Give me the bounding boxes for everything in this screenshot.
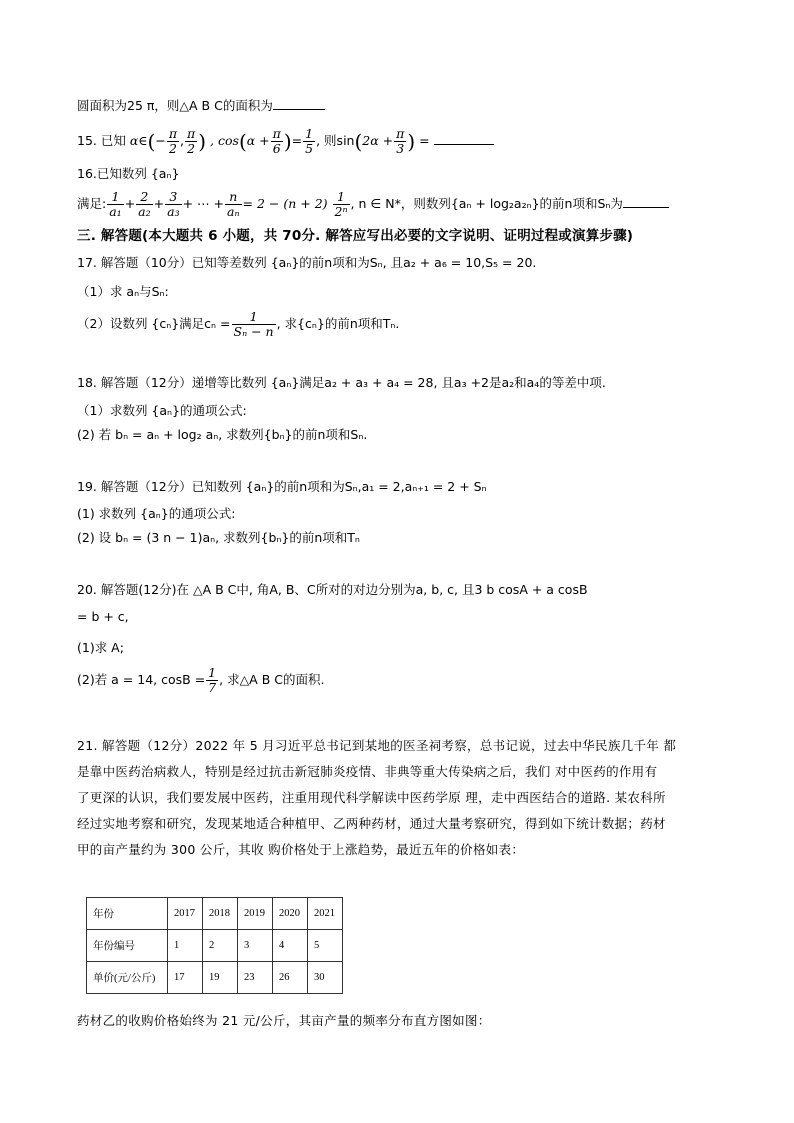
q17-p2-post: , 求{cₙ}的前n项和Tₙ. [276,316,400,331]
q15-label: 15. 已知 [77,133,130,148]
eq: = [291,133,303,148]
frac: $\frac{\pi}{2}$ [168,126,178,156]
q21-line: 了更深的认识，我们要发展中医药，注重用现代科学解读中医药学原 理，走中西医结合的道路. 某农科所 [77,790,666,805]
q17-part1: （1）求 aₙ与Sₙ: [77,284,169,299]
table-row [87,962,343,994]
paren: ( [147,129,156,154]
table-cell: 30 [308,962,343,994]
q17-part2 [77,306,724,342]
dots: + ⋯ + [182,196,224,211]
table-cell: 5 [308,930,343,962]
q15-cos: , cos [210,133,239,148]
section-heading: 三. 解答题(本大题共 6 小题，共 70分. 解答应写出必要的文字说明、证明过程或演算步骤) [77,228,634,244]
q20-stem: 20. 解答题(12分)在 △A B C中, 角A, B、C所对的对边分别为a, b, c, 且3 b cosA + a cosB [77,582,588,597]
frac: $\frac{\pi}{3}$ [396,126,405,156]
q18-stem: 18. 解答题（12分）递增等比数列 {aₙ}满足a₂ + a₃ + a₄ = 28, 且a₃ +2是a₂和a₄的等差中项. [77,375,606,390]
table-cell: 3 [238,930,273,962]
frac: $\frac{3}{\text{a₃}}$ [167,189,180,219]
answer-blank [623,195,669,208]
table-cell: 2019 [238,898,273,930]
q15: 15. 已知 α∈(− $\frac{\pi}{2}$ , $\frac{\pi}{2}$ ) , cos(α + $\frac{\pi}{6}$ )= $\frac{1}{5}$ , 则sin(2α + $\frac{\pi}{3}$ ) = [77,124,724,159]
table-row [87,898,343,930]
table-cell: 2021 [308,898,343,930]
q15-alpha: α∈ [129,133,148,148]
q17-p2-pre: （2）设数列 {cₙ}满足cₙ = [77,316,231,331]
table-cell: 年份编号 [87,930,168,962]
q18-part1: （1）求数列 {aₙ}的通项公式: [77,403,247,418]
q19-part2: (2) 设 bₙ = (3 n − 1)aₙ, 求数列{bₙ}的前n项和Tₙ [77,530,360,545]
frac: $\frac{\pi}{2}$ [187,126,196,156]
table-cell: 19 [203,962,238,994]
q15-alpha-plus: α + [246,133,270,148]
paren: ) [198,129,207,154]
answer-blank [434,132,494,145]
frac: $\frac{1}{\text{2ⁿ}}$ [334,189,348,219]
q21-line: 是靠中医药治病救人，特别是经过抗击新冠肺炎疫情、非典等重大传染病之后，我们 对中医药的作用有 [77,764,658,779]
q20-part1: (1)求 A; [77,640,124,655]
table-cell: 23 [238,962,273,994]
q19-part1: (1) 求数列 {aₙ}的通项公式: [77,506,236,521]
frac: $\frac{2}{\text{a₂}}$ [138,189,151,219]
q18-part2: (2) 若 bₙ = aₙ + log₂ aₙ, 求数列{bₙ}的前n项和Sₙ. [77,427,368,442]
table-row [87,930,343,962]
frac: $\frac{\pi}{6}$ [272,126,281,156]
table-cell: 单价(元/公斤) [87,962,168,994]
q20-stem2: = b + c, [77,609,129,624]
q20-p2-pre: (2)若 a = 14, cosB = [77,672,206,687]
q21-line: 21. 解答题（12分）2022 年 5 月习近平总书记到某地的医圣祠考察，总书记说，过去中华民族几千年 都 [77,738,677,753]
frac: $\frac{1}{\text{a₁}}$ [109,189,122,219]
table-cell: 17 [168,962,203,994]
table-cell: 2017 [168,898,203,930]
answer-blank [273,97,325,110]
q16-line1: 16.已知数列 {aₙ} [77,166,180,181]
q16-cond: , n ∈ N*，则数列{aₙ + log₂a₂ₙ}的前n项和Sₙ为 [350,196,623,211]
q20-p2-post: , 求△A B C的面积. [219,672,325,687]
q21-after-table: 药材乙的收购价格始终为 21 元/公斤，其亩产量的频率分布直方图如图： [77,1013,491,1028]
q21-line: 经过实地考察和研究，发现某地适合种植甲、乙两种药材，通过大量考察研究，得到如下统计数据；药材 [77,816,666,831]
table-cell: 1 [168,930,203,962]
table-cell: 2020 [273,898,308,930]
frac: $\frac{1}{5}$ [305,126,314,156]
eq: = [419,133,430,148]
table-cell: 年份 [87,898,168,930]
q16-line2: 满足: $\frac{1}{\text{a₁}}$ + $\frac{2}{\text{a₂}}$ + $\frac{3}{\text{a₃}}$ + ⋯ + $\frac{n}{\text{aₙ}}$ = 2 − (n + 2) $\frac{1}{\text{2ⁿ}}$ , n ∈ N*，则数列{aₙ + log₂a₂ₙ}的前n项和Sₙ为 [77,186,724,222]
q14-tail [77,96,724,116]
q16-satisfy: 满足: [77,196,107,211]
q15-two-alpha: 2α + [362,133,394,148]
price-table [86,897,343,994]
q21-line: 甲的亩产量约为 300 公斤，其收 购价格处于上涨趋势，最近五年的价格如表： [77,842,525,857]
table-cell: 2018 [203,898,238,930]
q14-text: 圆面积为25 π，则△A B C的面积为 [77,98,273,113]
table-cell: 26 [273,962,308,994]
frac: $\frac{1}{7}$ [208,665,217,695]
q20-part2 [77,662,724,698]
sep: , [180,133,185,148]
table-cell: 2 [203,930,238,962]
q16-rhs: = 2 − (n + 2) [242,196,328,211]
q15-then: , 则sin [316,133,355,148]
q19-stem: 19. 解答题（12分）已知数列 {aₙ}的前n项和为Sₙ,a₁ = 2,aₙ₊₁ = 2 + Sₙ [77,479,487,494]
q21-paragraph [77,733,722,863]
frac: $\frac{1}{\text{Sₙ − n}}$ [233,309,274,339]
q17-stem: 17. 解答题（10分）已知等差数列 {aₙ}的前n项和为Sₙ, 且a₂ + a₆ = 10,S₅ = 20. [77,255,537,270]
frac: $\frac{n}{\text{aₙ}}$ [227,189,240,219]
table-cell: 4 [273,930,308,962]
